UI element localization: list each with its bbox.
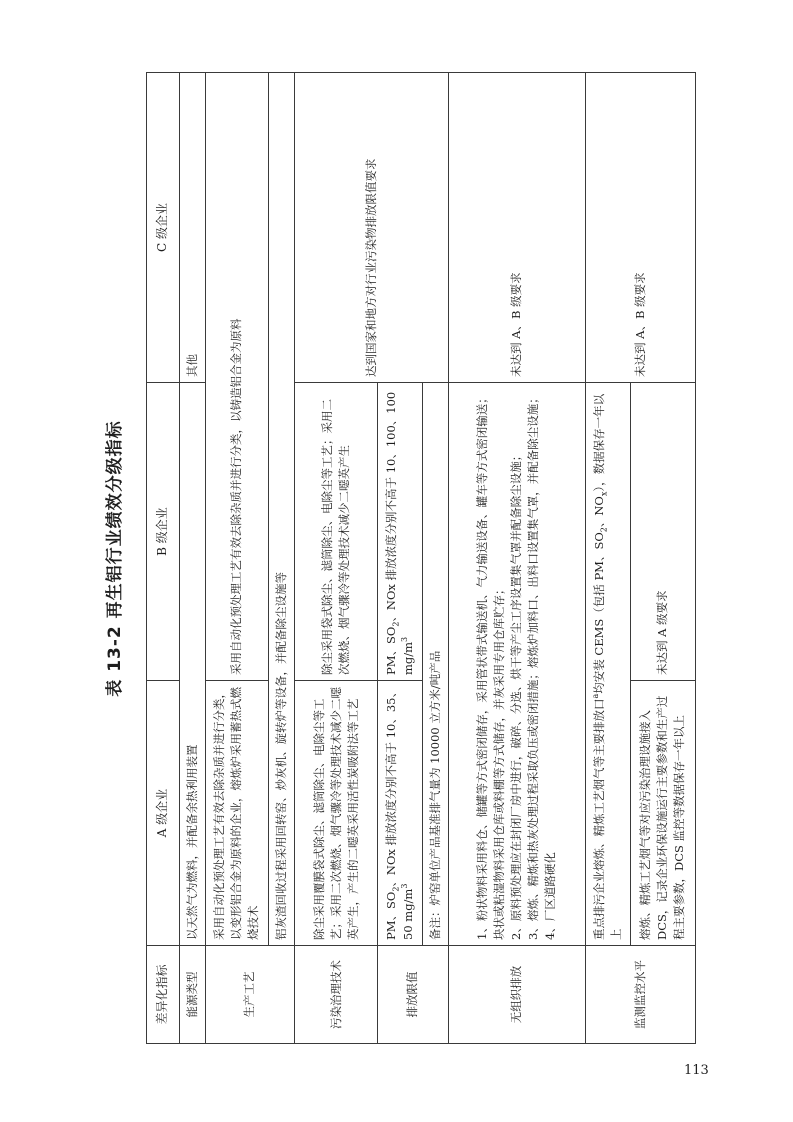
- treatment-c: 达到国家和地方对行业污染物排放限值要求: [295, 73, 449, 383]
- treatment-a: 除尘采用覆膜袋式除尘、滤筒除尘、电除尘等工艺；采用二次燃烧、烟气骤冷等处理技术减少二噁英产生，产生的二噁英采用活性炭吸附法等工艺: [295, 681, 378, 946]
- treatment-label: 污染治理技术: [295, 946, 378, 1044]
- row-fugitive: [448, 73, 585, 1044]
- energy-c: 其他: [179, 73, 205, 383]
- monitoring-b2: 未达到 A 级要求: [630, 383, 695, 681]
- row-treatment: [295, 73, 378, 1044]
- fugitive-item: 2、原料预处理应在封闭厂房中进行，破碎、分选、烘干等产尘工序设置集气罩并配备除尘设施；: [509, 449, 524, 940]
- page-number: 113: [684, 1063, 709, 1078]
- fugitive-item: 3、熔炼、精炼和热灰处理过程采取负压或密闭措施；熔炼炉加料口、出料口设置集气罩，并配备除尘设施；: [526, 392, 541, 940]
- energy-a: 以天然气为燃料，并配备余热利用装置: [179, 383, 205, 946]
- row-process-2: [268, 73, 294, 1044]
- row-energy: [179, 73, 205, 1044]
- monitoring-c: 未达到 A、B 级要求: [585, 73, 695, 383]
- row-monitoring-1: [585, 73, 630, 1044]
- monitoring-label: 监测监控水平: [585, 946, 695, 1044]
- row-process-1: [205, 73, 268, 1044]
- limits-label: 排放限值: [377, 946, 448, 1044]
- process-b1: 采用自动化预处理工艺有效去除杂质并进行分类，以铸造铝合金为原料: [205, 73, 268, 681]
- fugitive-item: 4、厂区道路硬化: [543, 852, 558, 940]
- header-b: B 级企业: [147, 383, 180, 681]
- fugitive-a: [448, 383, 585, 946]
- process-a1: 采用自动化预处理工艺有效去除杂质并进行分类，以变形铝合金为原料的企业，熔炼炉采用蓄热式燃烧技术: [205, 681, 268, 946]
- fugitive-c: 未达到 A、B 级要求: [448, 73, 585, 383]
- rotated-page: [96, 73, 696, 1044]
- header-row: [147, 73, 180, 1044]
- treatment-b: 除尘采用袋式除尘、滤筒除尘、电除尘等工艺；采用二次燃烧、烟气骤冷等处理技术减少二噁英产生: [295, 383, 378, 681]
- energy-label: 能源类型: [179, 946, 205, 1044]
- monitoring-a2: 熔炼、精炼工艺烟气等对应污染治理设施接入 DCS，记录企业环保设施运行主要参数和生产过程主要参数，DCS 监控等数据保存一年以上: [630, 681, 695, 946]
- header-indicator: 差异化指标: [147, 946, 180, 1044]
- performance-table: [146, 72, 696, 1044]
- header-a: A 级企业: [147, 681, 180, 946]
- monitoring-a1: 重点排污企业熔炼、精炼工艺烟气等主要排放口$^a$均安装 CEMS（包括 PM、$SO_2$、$NO_x$），数据保存一年以上: [585, 383, 630, 946]
- fugitive-label: 无组织排放: [448, 946, 585, 1044]
- limits-note: 备注：炉窑单位产品基准排气量为 10000 立方米/吨产品: [422, 383, 448, 946]
- table-title: 表 13-2 再生铝行业绩效分级指标: [105, 420, 125, 697]
- fugitive-item: 1、粉状物料采用料仓、储罐等方式密闭储存，采用管状带式输送机、气力输送设备、罐车等方式密闭输送；块状或粘湿物料采用仓库或料棚等方式储存，并灰采用专用仓库贮存；: [475, 392, 507, 940]
- header-c: C 级企业: [147, 73, 180, 383]
- process-label: 生产工艺: [205, 946, 294, 1044]
- process-a2: 铝灰渣回收过程采用回转窑、炒灰机、旋转炉等设备，并配备除尘设施等: [268, 73, 294, 946]
- limits-a: PM、$SO_2$、NOx 排放浓度分别不高于 10、35、50 $mg/m^3$: [377, 681, 422, 946]
- limits-b: PM、$SO_2$、NOx 排放浓度分别不高于 10、100、100 $mg/m^3$: [377, 383, 422, 681]
